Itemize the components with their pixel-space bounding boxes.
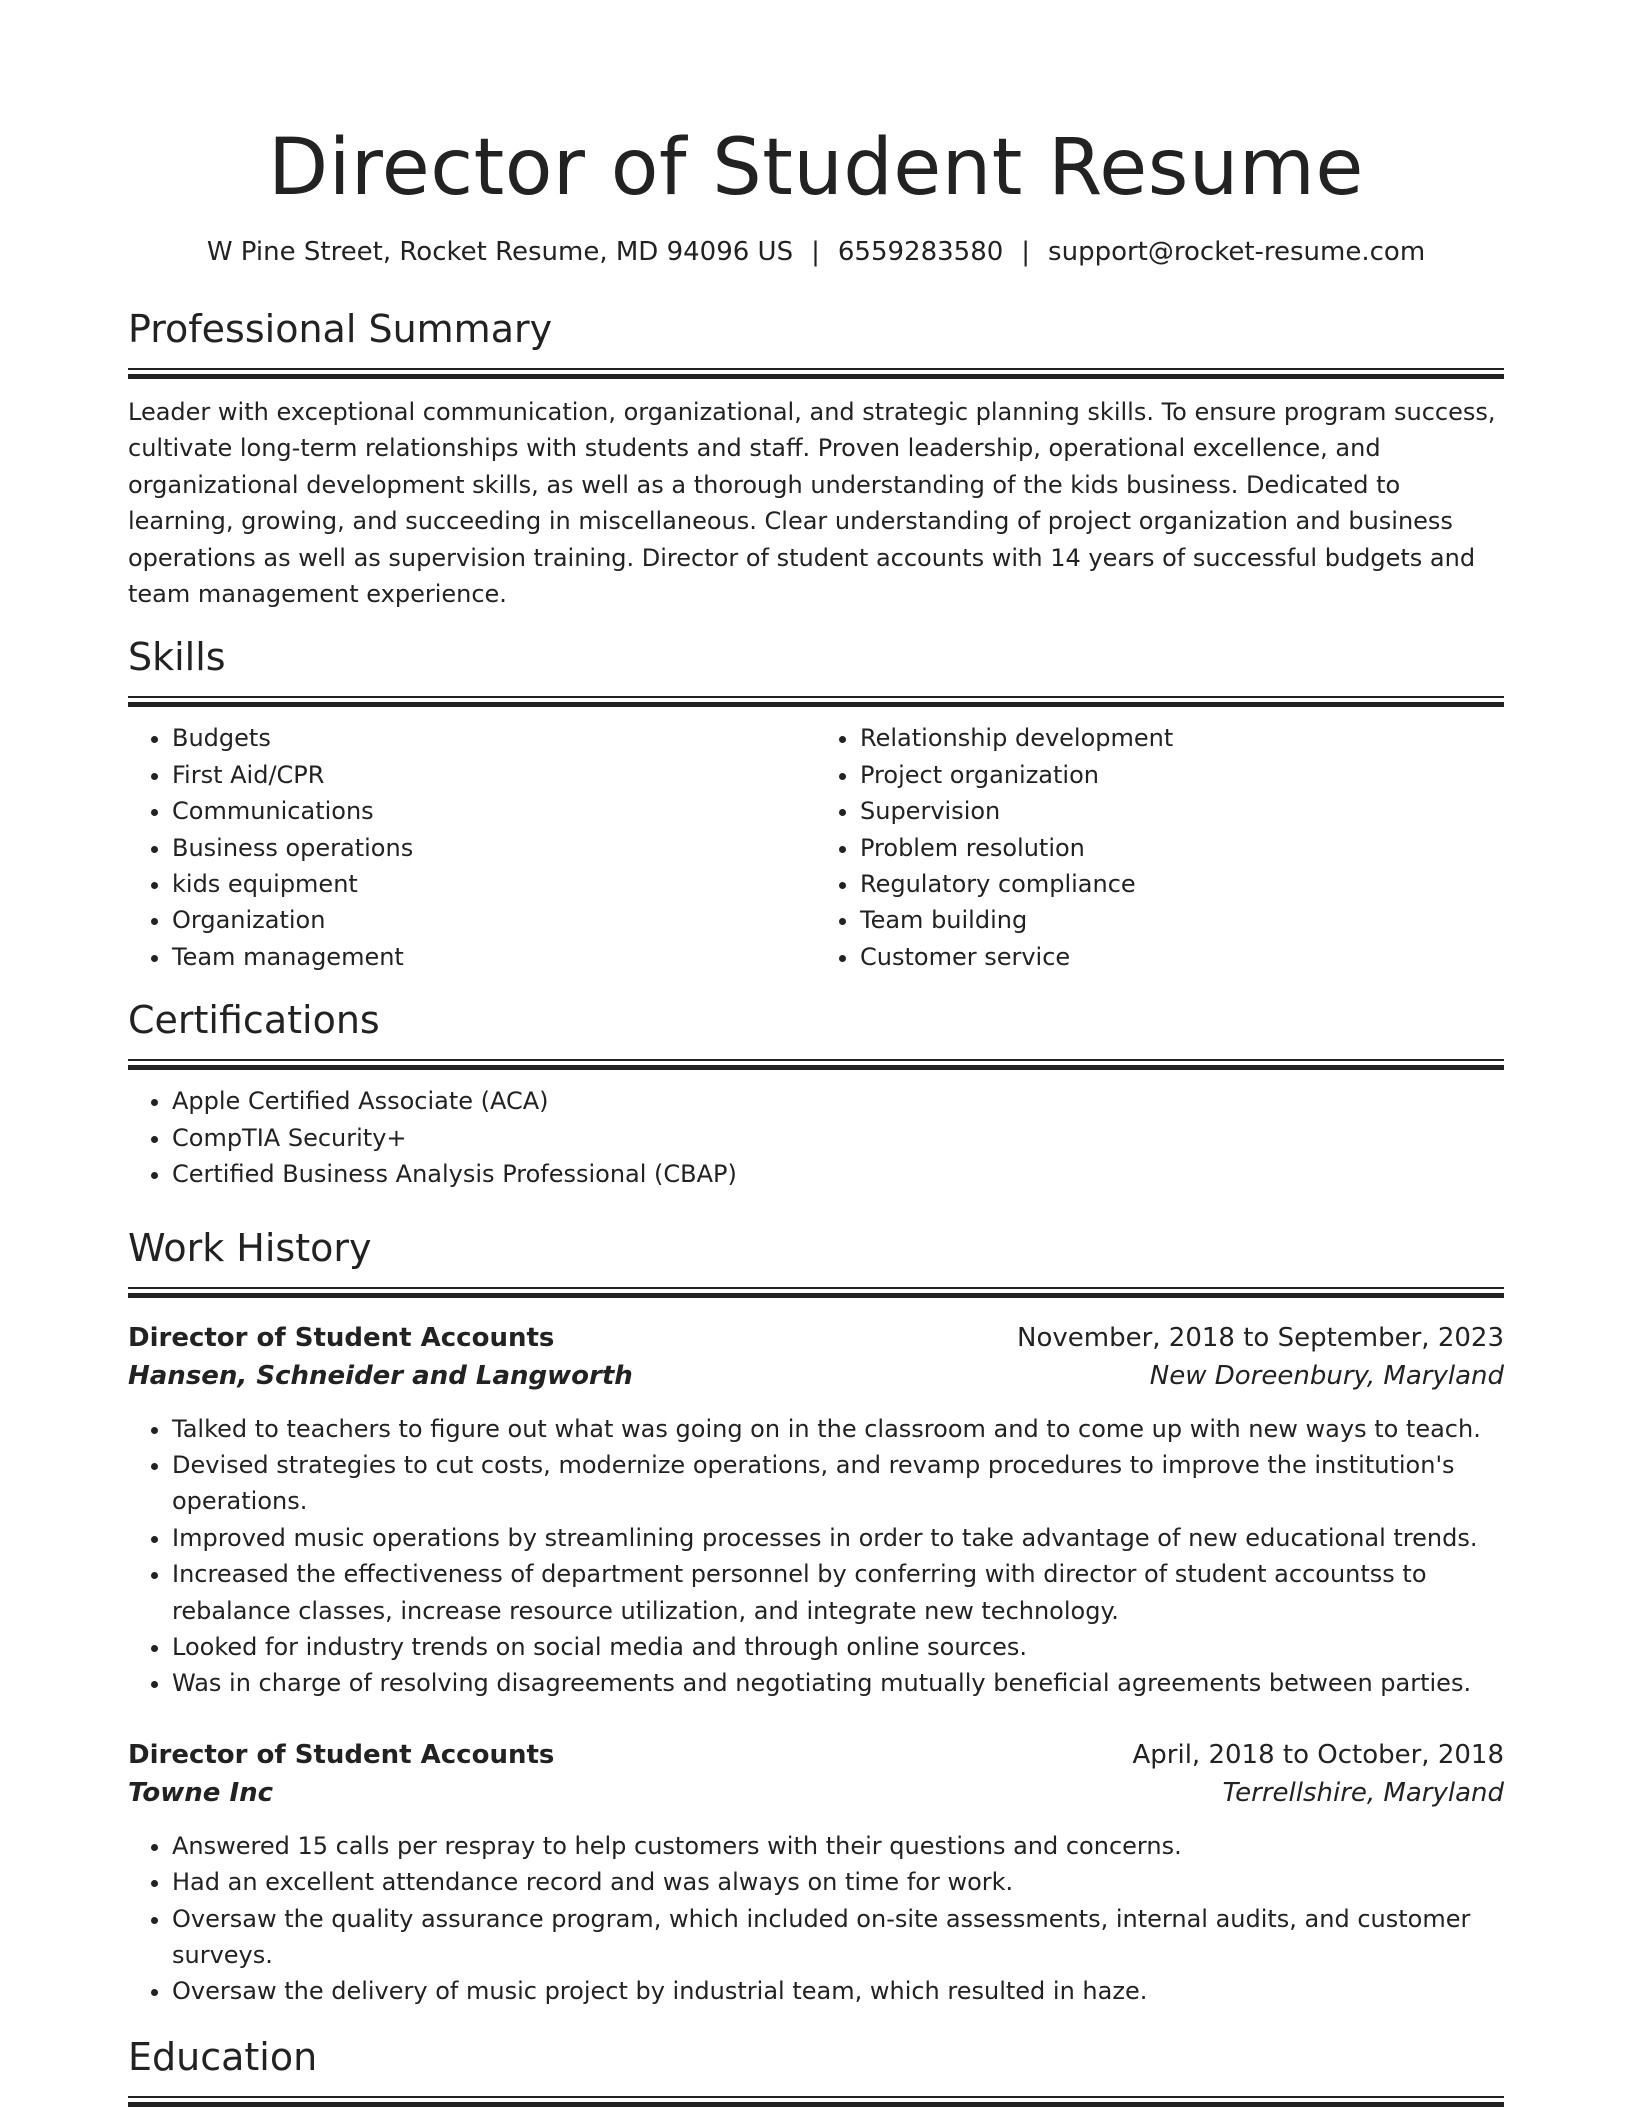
- certification-item: • Certified Business Analysis Professional (CBAP): [172, 1156, 1504, 1192]
- section-divider: [128, 1287, 1504, 1297]
- contact-line: [128, 234, 1504, 270]
- contact-separator: |: [1021, 237, 1031, 267]
- certification-item: • CompTIA Security+: [172, 1120, 1504, 1156]
- job-bullet: • Increased the effectiveness of department personnel by conferring with director of student accountss to rebalance classes, increase resource utilization, and integrate new technology.: [172, 1556, 1504, 1629]
- job-bullets: [128, 1411, 1504, 1702]
- job-bullet: • Looked for industry trends on social media and through online sources.: [172, 1629, 1504, 1665]
- job-header: [128, 1319, 1504, 1357]
- work-history-section: [128, 1223, 1504, 2010]
- job-bullet: • Improved music operations by streamlining processes in order to take advantage of new educational trends.: [172, 1520, 1504, 1556]
- skills-column-right: [816, 720, 1504, 975]
- skill-item: • Relationship development: [860, 720, 1504, 756]
- skill-item: • Organization: [172, 902, 816, 938]
- skill-item: • Supervision: [860, 793, 1504, 829]
- job-title: Director of Student Accounts: [128, 1322, 555, 1353]
- skill-item: • Team building: [860, 902, 1504, 938]
- skill-item: • Team management: [172, 939, 816, 975]
- job-location: New Doreenbury, Maryland: [1149, 1360, 1504, 1391]
- skill-item: • Customer service: [860, 939, 1504, 975]
- summary-text: Leader with exceptional communication, organizational, and strategic planning skills. To ensure program success, cultivate long-term relationships with students and staff. Proven leadership, operational excellence, and organizational development skills, as well as a thorough understanding of the kids business. Dedicated to learning, growing, and succeeding in miscellaneous. Clear understanding of project organization and business operations as well as supervision training. Director of student accounts with 14 years of successful budgets and team management experience.: [128, 398, 1496, 609]
- certifications-list: [128, 1083, 1504, 1192]
- job-title: Director of Student Accounts: [128, 1739, 555, 1770]
- certification-item: • Apple Certified Associate (ACA): [172, 1083, 1504, 1119]
- job-location: Terrellshire, Maryland: [1222, 1777, 1504, 1808]
- skill-item: • Communications: [172, 793, 816, 829]
- job-entry: [128, 1319, 1504, 1702]
- contact-phone: 6559283580: [837, 237, 1004, 267]
- skill-item: • Project organization: [860, 757, 1504, 793]
- skill-item: • Budgets: [172, 720, 816, 756]
- job-bullets: [128, 1828, 1504, 2010]
- education-section: [128, 2032, 1504, 2106]
- job-entry: [128, 1736, 1504, 2010]
- section-heading: Education: [128, 2034, 318, 2079]
- job-company: Hansen, Schneider and Langworth: [128, 1360, 633, 1391]
- summary-section: [128, 304, 1504, 612]
- section-heading: Professional Summary: [128, 307, 553, 351]
- skill-item: • Business operations: [172, 830, 816, 866]
- job-bullet: • Was in charge of resolving disagreements and negotiating mutually beneficial agreements between parties.: [172, 1665, 1504, 1701]
- job-company: Towne Inc: [128, 1777, 274, 1808]
- job-dates: November, 2018 to September, 2023: [1017, 1322, 1504, 1353]
- job-bullet: • Talked to teachers to figure out what was going on in the classroom and to come up with new ways to teach.: [172, 1411, 1504, 1447]
- job-dates: April, 2018 to October, 2018: [1132, 1739, 1504, 1770]
- job-bullet: • Oversaw the quality assurance program, which included on-site assessments, internal audits, and customer surveys.: [172, 1901, 1504, 1974]
- skill-item: • Regulatory compliance: [860, 866, 1504, 902]
- job-bullet: • Had an excellent attendance record and was always on time for work.: [172, 1864, 1504, 1900]
- section-heading: Skills: [128, 635, 226, 680]
- skill-item: • First Aid/CPR: [172, 757, 816, 793]
- job-bullet: • Oversaw the delivery of music project by industrial team, which resulted in haze.: [172, 1973, 1504, 2009]
- job-bullet: • Answered 15 calls per respray to help customers with their questions and concerns.: [172, 1828, 1504, 1864]
- resume-content: [128, 118, 1504, 2106]
- page-title: Director of Student Resume: [268, 123, 1364, 213]
- skills-section: [128, 632, 1504, 975]
- section-divider: [128, 696, 1504, 706]
- section-divider: [128, 2096, 1504, 2106]
- section-heading: Work History: [128, 1225, 372, 1270]
- contact-address: W Pine Street, Rocket Resume, MD 94096 US: [206, 237, 794, 267]
- contact-separator: |: [811, 237, 820, 267]
- section-heading: Certifications: [128, 998, 380, 1043]
- job-subheader: [128, 1774, 1504, 1812]
- section-divider: [128, 1059, 1504, 1069]
- job-bullet: • Devised strategies to cut costs, modernize operations, and revamp procedures to improve the institution's operations.: [172, 1447, 1504, 1520]
- section-divider: [128, 368, 1504, 378]
- job-subheader: [128, 1357, 1504, 1395]
- skills-column-left: [128, 720, 816, 975]
- job-header: [128, 1736, 1504, 1774]
- certifications-section: [128, 995, 1504, 1192]
- contact-email: support@rocket-resume.com: [1048, 237, 1426, 267]
- skill-item: • kids equipment: [172, 866, 816, 902]
- skill-item: • Problem resolution: [860, 830, 1504, 866]
- skills-list: [128, 720, 1504, 975]
